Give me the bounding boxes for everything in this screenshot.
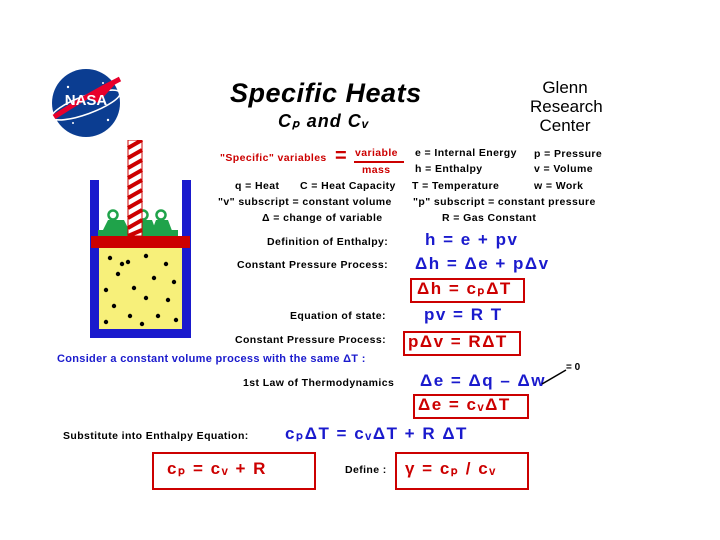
cpp2-eq: pΔv = RΔT: [408, 332, 508, 351]
cv-eq: Δe = cᵥΔT: [418, 395, 511, 414]
cp-eq: Δh = cₚΔT: [417, 279, 512, 298]
cpp-eq: Δh = Δe + pΔv: [415, 254, 550, 273]
heater-rod: [128, 140, 142, 236]
specific-variables-label: "Specific" variables: [220, 152, 327, 164]
state-label: Equation of state:: [290, 310, 386, 322]
nasa-logo-text: NASA: [64, 92, 108, 109]
def-delta: Δ = change of variable: [262, 212, 383, 224]
define-label: Define :: [345, 464, 387, 476]
first-law-label: 1st Law of Thermodynamics: [243, 377, 395, 389]
fraction-bar: [354, 161, 404, 163]
fraction-denominator: mass: [362, 164, 391, 176]
subst-label: Substitute into Enthalpy Equation:: [63, 430, 249, 442]
def-h: h = Enthalpy: [415, 163, 483, 175]
fraction-numerator: variable: [355, 147, 398, 159]
def-enthalpy-label: Definition of Enthalpy:: [267, 236, 389, 248]
def-R: R = Gas Constant: [442, 212, 537, 224]
def-v: v = Volume: [534, 163, 593, 175]
center-name: [530, 78, 603, 135]
piston-cylinder-diagram: [88, 140, 193, 340]
subst-eq: cₚΔT = cᵥΔT + R ΔT: [285, 424, 468, 443]
def-enthalpy-eq: h = e + pv: [425, 230, 519, 249]
def-p: p = Pressure: [534, 148, 603, 160]
def-q: q = Heat: [235, 180, 280, 192]
zero-work-arrow: [540, 366, 570, 391]
consider-text: Consider a constant volume process with the same ΔT :: [57, 353, 366, 365]
cylinder-right-wall: [182, 180, 191, 338]
center-line-3: Center: [539, 116, 591, 135]
def-p-subscript: "p" subscript = constant pressure: [413, 196, 596, 208]
piston: [91, 236, 190, 248]
specific-equals: =: [335, 145, 347, 167]
center-line-2: Research: [530, 97, 603, 116]
cpp-label: Constant Pressure Process:: [237, 259, 389, 271]
def-w: w = Work: [534, 180, 584, 192]
cylinder-bottom: [90, 329, 191, 338]
state-eq: pv = R T: [424, 305, 503, 324]
def-C: C = Heat Capacity: [300, 180, 396, 192]
first-law-eq: Δe = Δq – Δw: [420, 371, 546, 390]
def-T: T = Temperature: [412, 180, 500, 192]
def-v-subscript: "v" subscript = constant volume: [218, 196, 392, 208]
page-title: Specific Heats: [230, 78, 422, 108]
gamma-eq: γ = cₚ / cᵥ: [405, 459, 497, 478]
def-e: e = Internal Energy: [415, 147, 517, 159]
page-subtitle: Cₚ and Cᵥ: [278, 111, 370, 131]
cpp2-label: Constant Pressure Process:: [235, 334, 387, 346]
first-law-note: = 0: [566, 362, 581, 373]
gas-volume: [99, 248, 182, 329]
result-eq: cₚ = cᵥ + R: [167, 459, 267, 478]
cylinder-left-wall: [90, 180, 99, 338]
center-line-1: Glenn: [542, 78, 588, 97]
nasa-logo: [48, 65, 124, 141]
